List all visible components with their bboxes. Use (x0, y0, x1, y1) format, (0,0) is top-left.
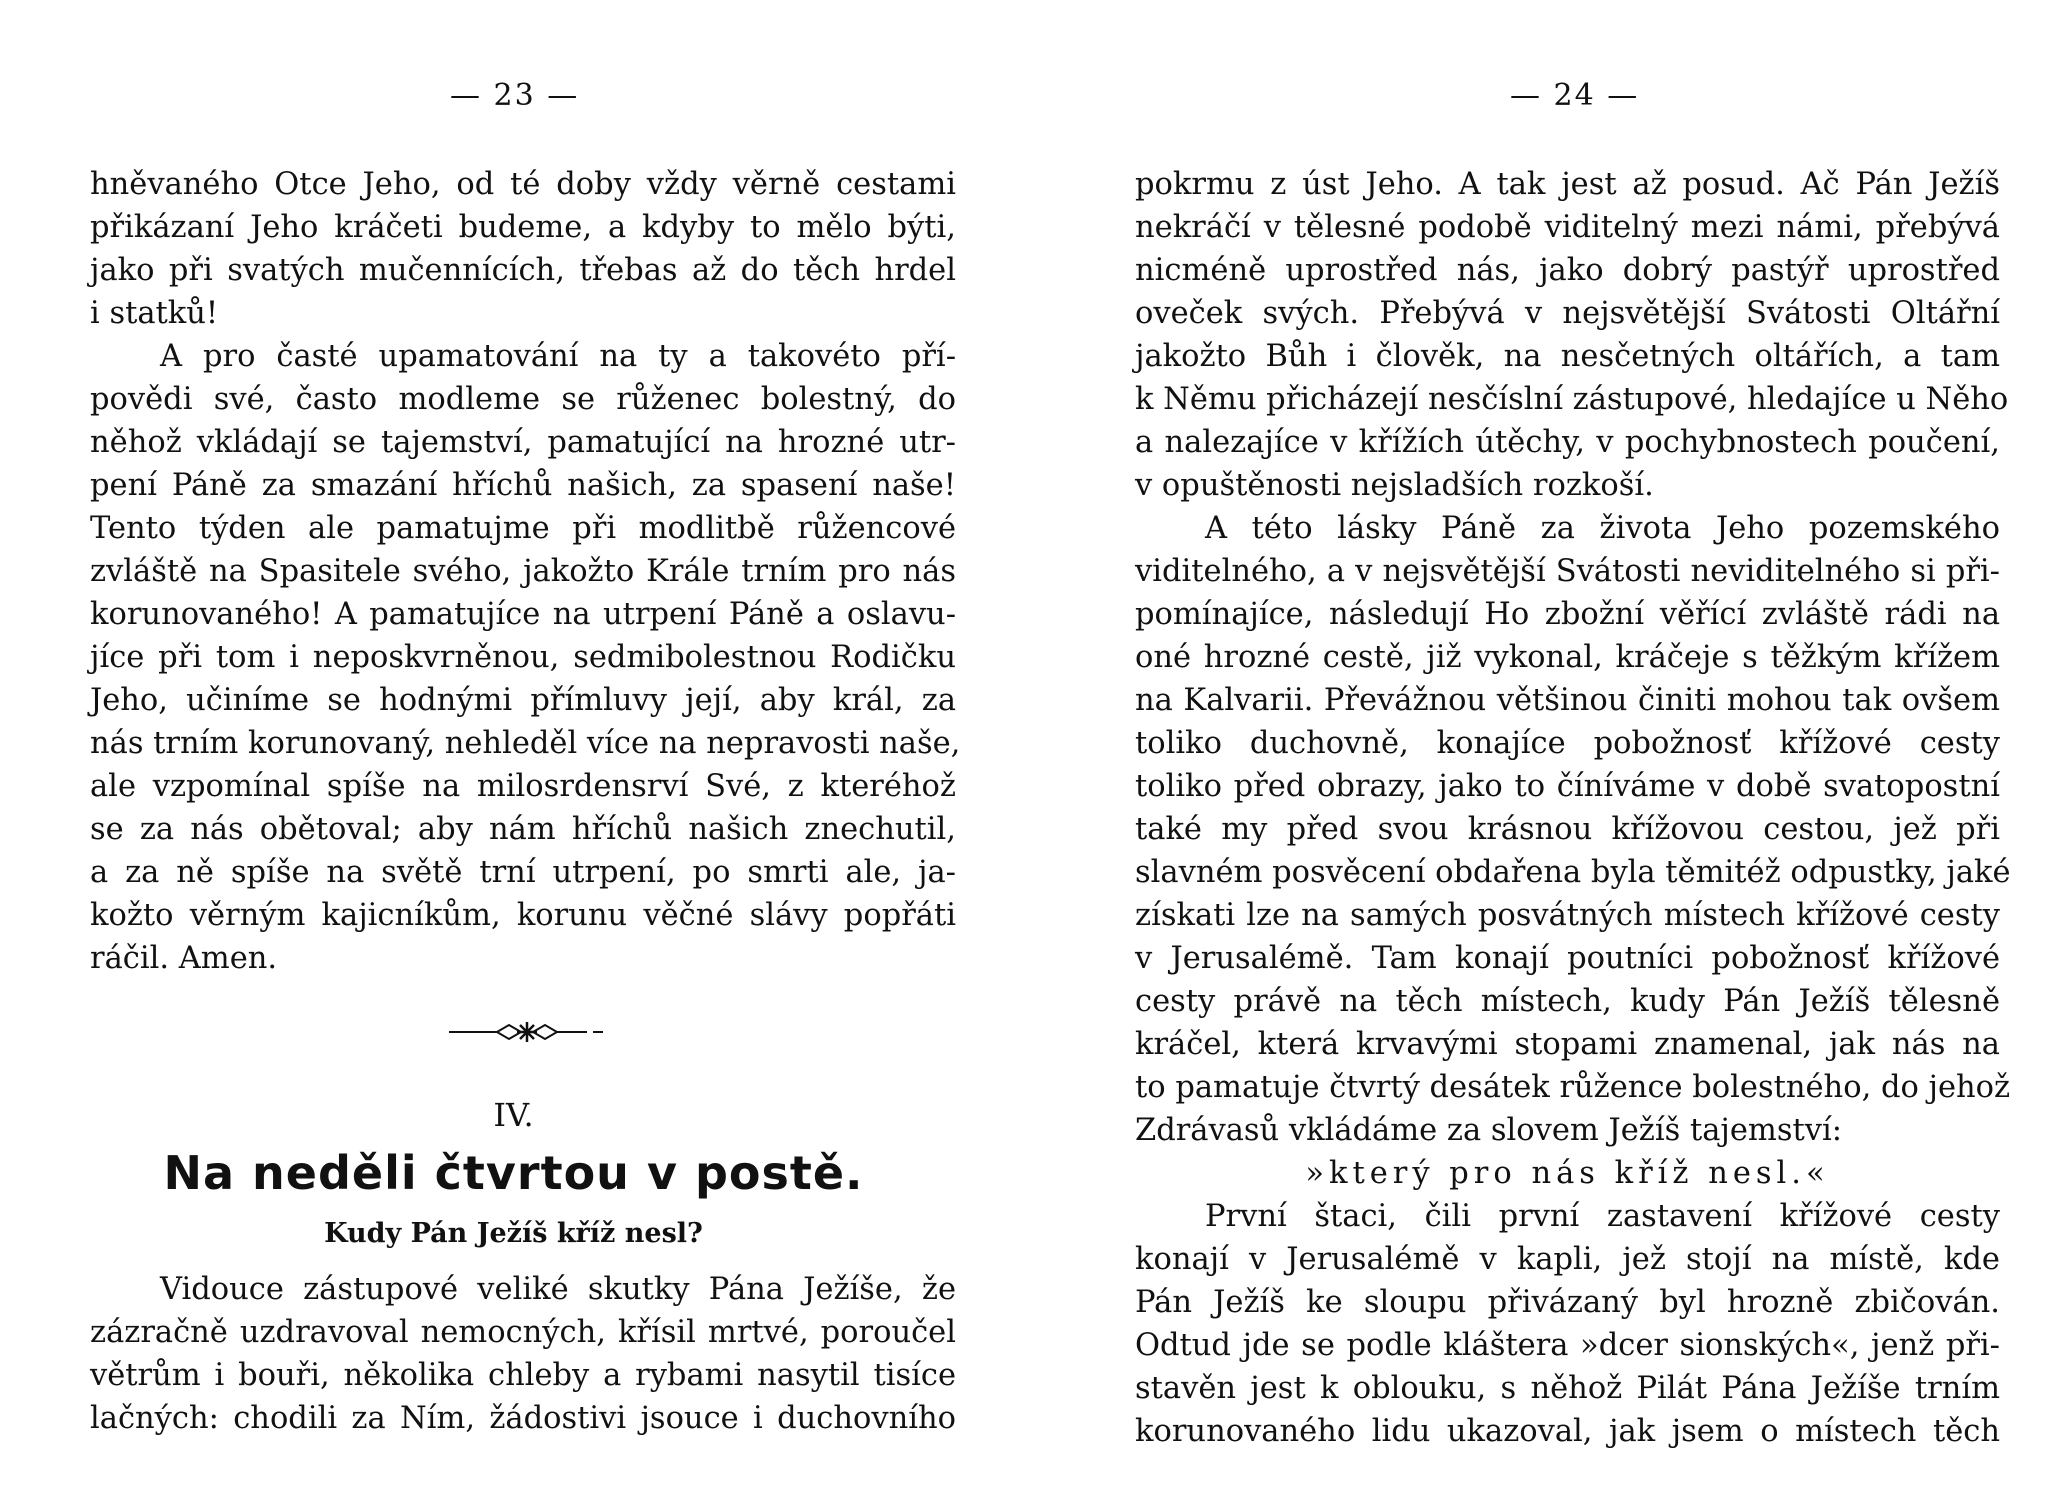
text-line: jakožto Bůh i člověk, na nesčetných oltářích, a tam (1135, 339, 2000, 374)
text-line: lačných: chodili za Ním, žádostivi jsouce i duchovního (90, 1401, 956, 1436)
text-line: konají v Jerusalémě v kapli, jež stojí na místě, kde (1135, 1242, 2000, 1277)
text-line: Tento týden ale pamatujme při modlitbě růžencové (90, 511, 956, 546)
right-page-text (1135, 163, 2011, 1453)
text-line: něhož vkládají se tajemství, pamatující na hrozné utr- (90, 425, 956, 460)
ornament-divider (447, 1016, 607, 1046)
text-line: oné hrozné cestě, již vykonal, kráčeje s těžkým křížem (1135, 640, 2000, 675)
text-line: slavném posvěcení obdařena byla těmitéž odpustky, jaké (1135, 855, 2011, 890)
text-line: Pán Ježíš ke sloupu přivázaný byl hrozně zbičován. (1135, 1285, 2000, 1320)
text-line: k Němu přicházejí nesčíslní zástupové, hledajíce u Něho (1135, 382, 2009, 417)
text-line: kráčel, která krvavými stopami znamenal, jak nás na (1135, 1027, 2000, 1062)
text-line: korunovaného lidu ukazoval, jak jsem o místech těch (1135, 1414, 2000, 1449)
text-line: A pro časté upamatování na ty a takovéto pří- (160, 339, 956, 374)
text-line: Odtud jde se podle kláštera »dcer sionských«, jenž při- (1135, 1328, 2000, 1363)
text-line: také my před svou krásnou křížovou cestou, jež při (1135, 812, 2000, 847)
text-line: hněvaného Otce Jeho, od té doby vždy věrně cestami (90, 167, 956, 202)
page-number-right: — 24 — (1510, 78, 1640, 113)
text-line: viditelného, a v nejsvětější Svátosti neviditelného si při- (1135, 554, 2000, 589)
text-line: Jeho, učiníme se hodnými přímluvy její, aby král, za (90, 683, 956, 718)
text-line: nicméně uprostřed nás, jako dobrý pastýř uprostřed (1135, 253, 2000, 288)
text-line: »který pro nás kříž nesl.« (1305, 1156, 1830, 1191)
text-line: přikázaní Jeho kráčeti budeme, a kdyby to mělo býti, (90, 210, 956, 245)
text-line: se za nás obětoval; aby nám hříchů našich znechutil, (90, 812, 956, 847)
text-line: ale vzpomínal spíše na milosrdensrví Své, z kteréhož (90, 769, 956, 804)
text-line: v opuštěnosti nejsladších rozkoší. (1135, 468, 1654, 503)
left-page-text-bottom (90, 1268, 956, 1440)
text-line: získati lze na samých posvátných místech křížové cesty (1135, 898, 2000, 933)
text-line: a za ně spíše na světě trní utrpení, po smrti ale, ja- (90, 855, 956, 890)
text-line: A této lásky Páně za života Jeho pozemského (1205, 511, 2000, 546)
text-line: zvláště na Spasitele svého, jakožto Krále trním pro nás (90, 554, 956, 589)
chapter-title: Na neděli čtvrtou v postě. (163, 1146, 864, 1200)
text-line: jako při svatých mučennících, třebas až do těch hrdel (90, 253, 956, 288)
text-line: nás trním korunovaný, nehleděl více na nepravosti naše, (90, 726, 961, 761)
text-line: pokrmu z úst Jeho. A tak jest až posud. Ač Pán Ježíš (1135, 167, 2000, 202)
right-page (1027, 0, 2054, 1500)
text-line: na Kalvarii. Převážnou většinou činiti mohou tak ovšem (1135, 683, 2000, 718)
text-line: Vidouce zástupové veliké skutky Pána Ježíše, že (160, 1272, 956, 1307)
text-line: korunovaného! A pamatujíce na utrpení Páně a oslavu- (90, 597, 956, 632)
page-number-left: — 23 — (450, 78, 580, 113)
text-line: toliko duchovně, konajíce pobožnosť křížové cesty (1135, 726, 2000, 761)
text-line: a nalezajíce v křížích útěchy, v pochybnostech poučení, (1135, 425, 2000, 460)
left-page-text-top (90, 163, 961, 980)
chapter-subtitle: Kudy Pán Ježíš kříž nesl? (324, 1218, 703, 1249)
text-line: cesty právě na těch místech, kudy Pán Ježíš tělesně (1135, 984, 2000, 1019)
text-line: oveček svých. Přebývá v nejsvětější Svátosti Oltářní (1135, 296, 2000, 331)
text-line: pomínajíce, následují Ho zbožní věřící zvláště rádi na (1135, 597, 2000, 632)
text-line: kožto věrným kajicníkům, korunu věčné slávy popřáti (90, 898, 956, 933)
text-line: nekráčí v tělesné podobě viditelný mezi námi, přebývá (1135, 210, 2000, 245)
text-line: zázračně uzdravoval nemocných, křísil mrtvé, poroučel (90, 1315, 956, 1350)
text-line: jíce při tom i neposkvrněnou, sedmibolestnou Rodičku (90, 640, 956, 675)
text-line: stavěn jest k oblouku, s něhož Pilát Pána Ježíše trním (1135, 1371, 2000, 1406)
text-line: toliko před obrazy, jako to číníváme v době svatopostní (1135, 769, 2000, 804)
text-line: První štaci, čili první zastavení křížové cesty (1205, 1199, 2000, 1234)
text-line: povědi své, často modleme se růženec bolestný, do (90, 382, 956, 417)
text-line: i statků! (90, 296, 219, 331)
chapter-number: IV. (493, 1096, 534, 1134)
text-line: Zdrávasů vkládáme za slovem Ježíš tajemství: (1135, 1113, 1843, 1148)
text-line: ráčil. Amen. (90, 941, 278, 976)
text-line: v Jerusalémě. Tam konají poutníci pobožnosť křížové (1135, 941, 2000, 976)
text-line: větrům i bouři, několika chleby a rybami nasytil tisíce (90, 1358, 956, 1393)
text-line: to pamatuje čtvrtý desátek růžence bolestného, do jehož (1135, 1070, 2011, 1105)
text-line: pení Páně za smazání hříchů našich, za spasení naše! (90, 468, 956, 503)
